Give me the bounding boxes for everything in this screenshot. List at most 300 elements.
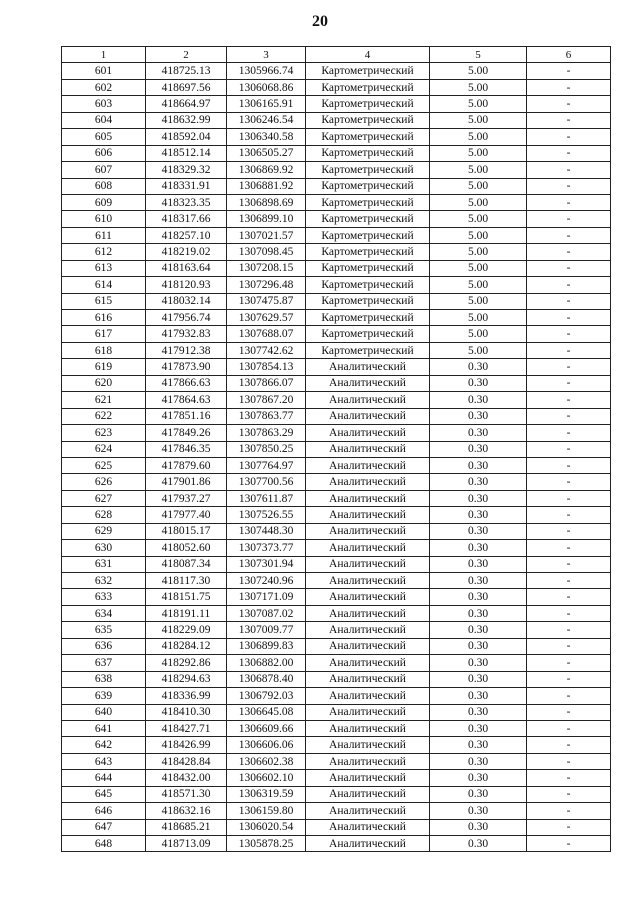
table-row: [62, 96, 611, 112]
method-cell: Картометрический: [306, 129, 430, 145]
table-row: [62, 523, 611, 539]
point-number-cell: 636: [62, 638, 146, 654]
x-coordinate-cell: 418151.75: [146, 589, 227, 605]
method-cell: Аналитический: [306, 425, 430, 441]
accuracy-cell: 5.00: [430, 129, 527, 145]
table-row: [62, 79, 611, 95]
table-row: [62, 720, 611, 736]
accuracy-cell: 0.30: [430, 474, 527, 490]
note-cell: -: [527, 211, 611, 227]
table-row: [62, 671, 611, 687]
page-number: 20: [312, 13, 328, 30]
y-coordinate-cell: 1306645.08: [227, 704, 306, 720]
x-coordinate-cell: 418632.99: [146, 112, 227, 128]
point-number-cell: 644: [62, 770, 146, 786]
method-cell: Аналитический: [306, 688, 430, 704]
accuracy-cell: 0.30: [430, 605, 527, 621]
method-cell: Аналитический: [306, 490, 430, 506]
note-cell: -: [527, 770, 611, 786]
point-number-cell: 626: [62, 474, 146, 490]
table-row: [62, 770, 611, 786]
method-cell: Картометрический: [306, 342, 430, 358]
y-coordinate-cell: 1306068.86: [227, 79, 306, 95]
method-cell: Картометрический: [306, 260, 430, 276]
accuracy-cell: 0.30: [430, 720, 527, 736]
note-cell: -: [527, 556, 611, 572]
point-number-cell: 633: [62, 589, 146, 605]
table-row: [62, 457, 611, 473]
accuracy-cell: 5.00: [430, 178, 527, 194]
note-cell: -: [527, 605, 611, 621]
point-number-cell: 604: [62, 112, 146, 128]
table-row: [62, 441, 611, 457]
accuracy-cell: 5.00: [430, 244, 527, 260]
method-cell: Аналитический: [306, 605, 430, 621]
point-number-cell: 621: [62, 392, 146, 408]
accuracy-cell: 5.00: [430, 79, 527, 95]
point-number-cell: 611: [62, 227, 146, 243]
method-cell: Картометрический: [306, 277, 430, 293]
table-row: [62, 211, 611, 227]
note-cell: -: [527, 589, 611, 605]
method-cell: Аналитический: [306, 375, 430, 391]
x-coordinate-cell: 418219.02: [146, 244, 227, 260]
accuracy-cell: 0.30: [430, 540, 527, 556]
table-row: [62, 786, 611, 802]
accuracy-cell: 0.30: [430, 359, 527, 375]
point-number-cell: 629: [62, 523, 146, 539]
accuracy-cell: 5.00: [430, 194, 527, 210]
y-coordinate-cell: 1307850.25: [227, 441, 306, 457]
y-coordinate-cell: 1306899.10: [227, 211, 306, 227]
y-coordinate-cell: 1307867.20: [227, 392, 306, 408]
method-cell: Аналитический: [306, 720, 430, 736]
y-coordinate-cell: 1307526.55: [227, 507, 306, 523]
note-cell: -: [527, 63, 611, 79]
note-cell: -: [527, 655, 611, 671]
x-coordinate-cell: 418323.35: [146, 194, 227, 210]
method-cell: Аналитический: [306, 457, 430, 473]
point-number-cell: 625: [62, 457, 146, 473]
x-coordinate-cell: 418410.30: [146, 704, 227, 720]
accuracy-cell: 5.00: [430, 112, 527, 128]
x-coordinate-cell: 418087.34: [146, 556, 227, 572]
method-cell: Картометрический: [306, 326, 430, 342]
y-coordinate-cell: 1307208.15: [227, 260, 306, 276]
y-coordinate-cell: 1306602.38: [227, 753, 306, 769]
point-number-cell: 639: [62, 688, 146, 704]
point-number-cell: 603: [62, 96, 146, 112]
table-row: [62, 129, 611, 145]
accuracy-cell: 0.30: [430, 507, 527, 523]
method-cell: Аналитический: [306, 819, 430, 835]
table-row: [62, 112, 611, 128]
column-header-4: 4: [306, 47, 430, 63]
y-coordinate-cell: 1307764.97: [227, 457, 306, 473]
accuracy-cell: 0.30: [430, 638, 527, 654]
method-cell: Аналитический: [306, 507, 430, 523]
note-cell: -: [527, 293, 611, 309]
x-coordinate-cell: 417846.35: [146, 441, 227, 457]
point-number-cell: 635: [62, 622, 146, 638]
point-number-cell: 648: [62, 836, 146, 852]
note-cell: -: [527, 474, 611, 490]
y-coordinate-cell: 1307448.30: [227, 523, 306, 539]
column-header-1: 1: [62, 47, 146, 63]
y-coordinate-cell: 1305966.74: [227, 63, 306, 79]
accuracy-cell: 5.00: [430, 162, 527, 178]
note-cell: -: [527, 178, 611, 194]
method-cell: Аналитический: [306, 474, 430, 490]
table-row: [62, 162, 611, 178]
note-cell: -: [527, 260, 611, 276]
note-cell: -: [527, 688, 611, 704]
accuracy-cell: 0.30: [430, 753, 527, 769]
method-cell: Картометрический: [306, 145, 430, 161]
table-row: [62, 392, 611, 408]
column-header-5: 5: [430, 47, 527, 63]
point-number-cell: 618: [62, 342, 146, 358]
y-coordinate-cell: 1306020.54: [227, 819, 306, 835]
method-cell: Картометрический: [306, 178, 430, 194]
point-number-cell: 643: [62, 753, 146, 769]
table-header-row: [62, 47, 611, 63]
table-row: [62, 194, 611, 210]
x-coordinate-cell: 417956.74: [146, 310, 227, 326]
point-number-cell: 624: [62, 441, 146, 457]
note-cell: -: [527, 720, 611, 736]
table-row: [62, 605, 611, 621]
note-cell: -: [527, 326, 611, 342]
method-cell: Картометрический: [306, 293, 430, 309]
y-coordinate-cell: 1307009.77: [227, 622, 306, 638]
point-number-cell: 609: [62, 194, 146, 210]
note-cell: -: [527, 753, 611, 769]
method-cell: Аналитический: [306, 753, 430, 769]
x-coordinate-cell: 418725.13: [146, 63, 227, 79]
y-coordinate-cell: 1307854.13: [227, 359, 306, 375]
accuracy-cell: 0.30: [430, 441, 527, 457]
note-cell: -: [527, 79, 611, 95]
x-coordinate-cell: 418426.99: [146, 737, 227, 753]
x-coordinate-cell: 418163.64: [146, 260, 227, 276]
point-number-cell: 622: [62, 408, 146, 424]
y-coordinate-cell: 1307240.96: [227, 573, 306, 589]
method-cell: Картометрический: [306, 227, 430, 243]
method-cell: Аналитический: [306, 704, 430, 720]
point-number-cell: 632: [62, 573, 146, 589]
y-coordinate-cell: 1307700.56: [227, 474, 306, 490]
x-coordinate-cell: 418120.93: [146, 277, 227, 293]
y-coordinate-cell: 1307866.07: [227, 375, 306, 391]
table-row: [62, 375, 611, 391]
method-cell: Аналитический: [306, 836, 430, 852]
note-cell: -: [527, 573, 611, 589]
method-cell: Аналитический: [306, 573, 430, 589]
point-number-cell: 634: [62, 605, 146, 621]
note-cell: -: [527, 112, 611, 128]
method-cell: Картометрический: [306, 244, 430, 260]
note-cell: -: [527, 244, 611, 260]
x-coordinate-cell: 418592.04: [146, 129, 227, 145]
accuracy-cell: 0.30: [430, 392, 527, 408]
table-row: [62, 244, 611, 260]
table-row: [62, 310, 611, 326]
y-coordinate-cell: 1307301.94: [227, 556, 306, 572]
note-cell: -: [527, 277, 611, 293]
x-coordinate-cell: 418329.32: [146, 162, 227, 178]
table-row: [62, 63, 611, 79]
x-coordinate-cell: 418427.71: [146, 720, 227, 736]
accuracy-cell: 0.30: [430, 737, 527, 753]
y-coordinate-cell: 1306505.27: [227, 145, 306, 161]
table-row: [62, 145, 611, 161]
x-coordinate-cell: 418331.91: [146, 178, 227, 194]
note-cell: -: [527, 523, 611, 539]
accuracy-cell: 0.30: [430, 770, 527, 786]
accuracy-cell: 0.30: [430, 671, 527, 687]
table-row: [62, 655, 611, 671]
accuracy-cell: 5.00: [430, 211, 527, 227]
accuracy-cell: 0.30: [430, 622, 527, 638]
table-row: [62, 573, 611, 589]
accuracy-cell: 5.00: [430, 293, 527, 309]
note-cell: -: [527, 425, 611, 441]
x-coordinate-cell: 418685.21: [146, 819, 227, 835]
x-coordinate-cell: 417937.27: [146, 490, 227, 506]
method-cell: Аналитический: [306, 638, 430, 654]
x-coordinate-cell: 418257.10: [146, 227, 227, 243]
table-row: [62, 408, 611, 424]
point-number-cell: 606: [62, 145, 146, 161]
y-coordinate-cell: 1306878.40: [227, 671, 306, 687]
note-cell: -: [527, 507, 611, 523]
x-coordinate-cell: 418317.66: [146, 211, 227, 227]
note-cell: -: [527, 457, 611, 473]
y-coordinate-cell: 1307296.48: [227, 277, 306, 293]
note-cell: -: [527, 392, 611, 408]
x-coordinate-cell: 418697.56: [146, 79, 227, 95]
method-cell: Аналитический: [306, 441, 430, 457]
accuracy-cell: 0.30: [430, 688, 527, 704]
accuracy-cell: 5.00: [430, 326, 527, 342]
point-number-cell: 614: [62, 277, 146, 293]
table-row: [62, 836, 611, 852]
method-cell: Картометрический: [306, 194, 430, 210]
accuracy-cell: 5.00: [430, 310, 527, 326]
point-number-cell: 637: [62, 655, 146, 671]
point-number-cell: 602: [62, 79, 146, 95]
accuracy-cell: 5.00: [430, 63, 527, 79]
y-coordinate-cell: 1306159.80: [227, 803, 306, 819]
table-row: [62, 326, 611, 342]
y-coordinate-cell: 1307098.45: [227, 244, 306, 260]
note-cell: -: [527, 622, 611, 638]
x-coordinate-cell: 418571.30: [146, 786, 227, 802]
y-coordinate-cell: 1306606.06: [227, 737, 306, 753]
note-cell: -: [527, 162, 611, 178]
point-number-cell: 608: [62, 178, 146, 194]
note-cell: -: [527, 490, 611, 506]
y-coordinate-cell: 1306609.66: [227, 720, 306, 736]
y-coordinate-cell: 1306246.54: [227, 112, 306, 128]
y-coordinate-cell: 1306602.10: [227, 770, 306, 786]
y-coordinate-cell: 1306340.58: [227, 129, 306, 145]
note-cell: -: [527, 803, 611, 819]
point-number-cell: 631: [62, 556, 146, 572]
column-header-6: 6: [527, 47, 611, 63]
table-row: [62, 688, 611, 704]
table-row: [62, 227, 611, 243]
accuracy-cell: 0.30: [430, 425, 527, 441]
note-cell: -: [527, 786, 611, 802]
method-cell: Аналитический: [306, 589, 430, 605]
x-coordinate-cell: 418229.09: [146, 622, 227, 638]
table-row: [62, 474, 611, 490]
table-row: [62, 178, 611, 194]
table-row: [62, 556, 611, 572]
point-number-cell: 638: [62, 671, 146, 687]
accuracy-cell: 5.00: [430, 277, 527, 293]
y-coordinate-cell: 1306792.03: [227, 688, 306, 704]
x-coordinate-cell: 417879.60: [146, 457, 227, 473]
accuracy-cell: 0.30: [430, 523, 527, 539]
method-cell: Аналитический: [306, 622, 430, 638]
x-coordinate-cell: 418432.00: [146, 770, 227, 786]
method-cell: Аналитический: [306, 392, 430, 408]
table-row: [62, 622, 611, 638]
y-coordinate-cell: 1307742.62: [227, 342, 306, 358]
x-coordinate-cell: 417851.16: [146, 408, 227, 424]
y-coordinate-cell: 1307171.09: [227, 589, 306, 605]
note-cell: -: [527, 96, 611, 112]
point-number-cell: 605: [62, 129, 146, 145]
x-coordinate-cell: 418713.09: [146, 836, 227, 852]
note-cell: -: [527, 310, 611, 326]
note-cell: -: [527, 227, 611, 243]
x-coordinate-cell: 417873.90: [146, 359, 227, 375]
method-cell: Картометрический: [306, 162, 430, 178]
point-number-cell: 627: [62, 490, 146, 506]
method-cell: Аналитический: [306, 786, 430, 802]
x-coordinate-cell: 417866.63: [146, 375, 227, 391]
point-number-cell: 645: [62, 786, 146, 802]
y-coordinate-cell: 1306165.91: [227, 96, 306, 112]
table-row: [62, 293, 611, 309]
point-number-cell: 616: [62, 310, 146, 326]
method-cell: Аналитический: [306, 671, 430, 687]
y-coordinate-cell: 1306869.92: [227, 162, 306, 178]
point-number-cell: 607: [62, 162, 146, 178]
table-row: [62, 277, 611, 293]
point-number-cell: 620: [62, 375, 146, 391]
accuracy-cell: 5.00: [430, 96, 527, 112]
table-body: [62, 63, 611, 852]
method-cell: Аналитический: [306, 556, 430, 572]
table-row: [62, 803, 611, 819]
method-cell: Картометрический: [306, 211, 430, 227]
method-cell: Аналитический: [306, 359, 430, 375]
method-cell: Картометрический: [306, 63, 430, 79]
note-cell: -: [527, 704, 611, 720]
note-cell: -: [527, 638, 611, 654]
note-cell: -: [527, 540, 611, 556]
point-number-cell: 613: [62, 260, 146, 276]
point-number-cell: 642: [62, 737, 146, 753]
note-cell: -: [527, 441, 611, 457]
point-number-cell: 628: [62, 507, 146, 523]
x-coordinate-cell: 418052.60: [146, 540, 227, 556]
point-number-cell: 640: [62, 704, 146, 720]
note-cell: -: [527, 359, 611, 375]
y-coordinate-cell: 1306881.92: [227, 178, 306, 194]
method-cell: Аналитический: [306, 737, 430, 753]
point-number-cell: 615: [62, 293, 146, 309]
note-cell: -: [527, 671, 611, 687]
table-row: [62, 753, 611, 769]
accuracy-cell: 0.30: [430, 589, 527, 605]
note-cell: -: [527, 194, 611, 210]
x-coordinate-cell: 418428.84: [146, 753, 227, 769]
method-cell: Аналитический: [306, 803, 430, 819]
x-coordinate-cell: 418292.86: [146, 655, 227, 671]
y-coordinate-cell: 1307863.77: [227, 408, 306, 424]
note-cell: -: [527, 375, 611, 391]
table-row: [62, 737, 611, 753]
x-coordinate-cell: 417912.38: [146, 342, 227, 358]
x-coordinate-cell: 418284.12: [146, 638, 227, 654]
note-cell: -: [527, 129, 611, 145]
accuracy-cell: 5.00: [430, 227, 527, 243]
accuracy-cell: 0.30: [430, 819, 527, 835]
y-coordinate-cell: 1307475.87: [227, 293, 306, 309]
accuracy-cell: 0.30: [430, 655, 527, 671]
y-coordinate-cell: 1306319.59: [227, 786, 306, 802]
x-coordinate-cell: 417977.40: [146, 507, 227, 523]
accuracy-cell: 0.30: [430, 490, 527, 506]
method-cell: Картометрический: [306, 112, 430, 128]
y-coordinate-cell: 1307021.57: [227, 227, 306, 243]
note-cell: -: [527, 819, 611, 835]
coordinates-table: [61, 46, 611, 852]
x-coordinate-cell: 417864.63: [146, 392, 227, 408]
method-cell: Аналитический: [306, 770, 430, 786]
point-number-cell: 601: [62, 63, 146, 79]
x-coordinate-cell: 418191.11: [146, 605, 227, 621]
table-row: [62, 638, 611, 654]
note-cell: -: [527, 737, 611, 753]
y-coordinate-cell: 1307373.77: [227, 540, 306, 556]
table-row: [62, 425, 611, 441]
accuracy-cell: 5.00: [430, 342, 527, 358]
accuracy-cell: 0.30: [430, 786, 527, 802]
point-number-cell: 617: [62, 326, 146, 342]
point-number-cell: 641: [62, 720, 146, 736]
x-coordinate-cell: 417932.83: [146, 326, 227, 342]
x-coordinate-cell: 417849.26: [146, 425, 227, 441]
accuracy-cell: 0.30: [430, 408, 527, 424]
accuracy-cell: 0.30: [430, 375, 527, 391]
accuracy-cell: 5.00: [430, 145, 527, 161]
note-cell: -: [527, 408, 611, 424]
y-coordinate-cell: 1307087.02: [227, 605, 306, 621]
column-header-2: 2: [146, 47, 227, 63]
x-coordinate-cell: 417901.86: [146, 474, 227, 490]
table-row: [62, 359, 611, 375]
accuracy-cell: 0.30: [430, 457, 527, 473]
table-row: [62, 490, 611, 506]
point-number-cell: 619: [62, 359, 146, 375]
